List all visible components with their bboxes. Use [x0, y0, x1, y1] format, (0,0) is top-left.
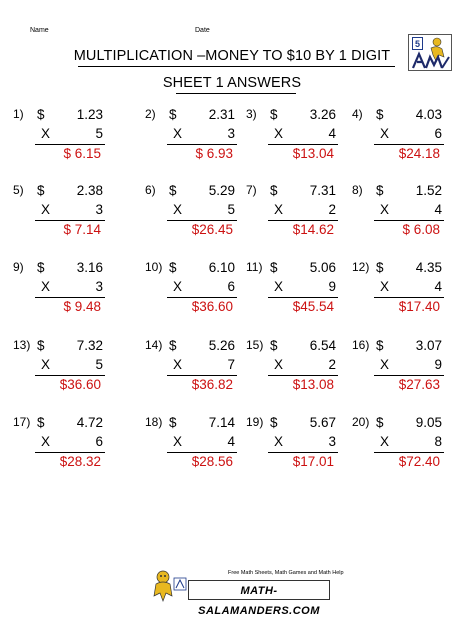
answer-line: [268, 220, 338, 221]
dollar-sign: $: [37, 183, 45, 198]
times-sign: X: [41, 202, 51, 217]
multiplier: 4: [434, 202, 442, 217]
answer-line: [268, 297, 338, 298]
money-amount: 6.10: [208, 260, 235, 275]
times-sign: X: [41, 126, 51, 141]
times-sign: X: [173, 357, 183, 372]
problem-number: 8): [352, 183, 363, 197]
money-amount: 1.23: [76, 107, 103, 122]
multiplier: 3: [95, 279, 103, 294]
problem-item: [352, 415, 448, 481]
page-subtitle: SHEET 1 ANSWERS: [162, 75, 302, 91]
problem-number: 3): [246, 107, 257, 121]
name-label: Name: [30, 27, 49, 34]
multiplier: 5: [95, 126, 103, 141]
footer-brand: [150, 568, 344, 617]
multiplier: 2: [328, 202, 336, 217]
times-sign: X: [41, 434, 51, 449]
answer-line: [268, 144, 338, 145]
problem-number: 14): [145, 338, 163, 352]
problem-item: [145, 338, 241, 404]
answer-value: $ 6.08: [402, 222, 440, 237]
multiplier: 3: [95, 202, 103, 217]
dollar-sign: $: [37, 338, 45, 353]
answer-value: $27.63: [398, 377, 440, 392]
times-sign: X: [41, 357, 51, 372]
salamander-mascot-icon: [150, 568, 190, 602]
problem-number: 19): [246, 415, 264, 429]
problem-number: 18): [145, 415, 163, 429]
problem-number: 15): [246, 338, 264, 352]
multiplier: 4: [434, 279, 442, 294]
answer-value: $13.04: [292, 146, 334, 161]
answer-line: [167, 144, 237, 145]
dollar-sign: $: [37, 107, 45, 122]
problem-number: 12): [352, 260, 370, 274]
problem-number: 2): [145, 107, 156, 121]
dollar-sign: $: [270, 107, 278, 122]
problem-number: 11): [246, 260, 263, 274]
problem-item: [352, 338, 448, 404]
answer-value: $13.08: [292, 377, 334, 392]
money-amount: 3.07: [415, 338, 442, 353]
multiplier: 5: [95, 357, 103, 372]
money-amount: 6.54: [309, 338, 336, 353]
problem-item: [13, 107, 109, 173]
multiplier: 9: [434, 357, 442, 372]
times-sign: X: [274, 126, 284, 141]
problem-item: [13, 260, 109, 326]
dollar-sign: $: [169, 260, 177, 275]
times-sign: X: [173, 279, 183, 294]
money-amount: 7.31: [309, 183, 336, 198]
answer-value: $36.60: [191, 299, 233, 314]
money-amount: 2.31: [208, 107, 235, 122]
money-amount: 2.38: [76, 183, 103, 198]
dollar-sign: $: [169, 415, 177, 430]
problem-item: [246, 415, 342, 481]
subtitle-underline: [176, 93, 296, 94]
answer-line: [268, 452, 338, 453]
answer-value: $28.32: [59, 454, 101, 469]
answer-value: $36.60: [59, 377, 101, 392]
answer-value: $17.01: [292, 454, 334, 469]
salamander-figure-icon: [409, 35, 451, 70]
money-amount: 5.06: [309, 260, 336, 275]
dollar-sign: $: [37, 415, 45, 430]
times-sign: X: [173, 434, 183, 449]
problem-item: [145, 415, 241, 481]
dollar-sign: $: [169, 338, 177, 353]
multiplier: 8: [434, 434, 442, 449]
answer-line: [374, 297, 444, 298]
multiplier: 3: [227, 126, 235, 141]
answer-value: $ 6.93: [195, 146, 233, 161]
answer-line: [167, 375, 237, 376]
problem-number: 13): [13, 338, 31, 352]
problem-item: [352, 260, 448, 326]
money-amount: 7.14: [208, 415, 235, 430]
answer-value: $17.40: [398, 299, 440, 314]
dollar-sign: $: [270, 183, 278, 198]
answer-line: [167, 220, 237, 221]
multiplier: 6: [434, 126, 442, 141]
multiplier: 6: [227, 279, 235, 294]
dollar-sign: $: [376, 338, 384, 353]
times-sign: X: [380, 357, 390, 372]
answer-value: $24.18: [398, 146, 440, 161]
answer-line: [35, 375, 105, 376]
times-sign: X: [274, 202, 284, 217]
answer-value: $72.40: [398, 454, 440, 469]
times-sign: X: [41, 279, 51, 294]
times-sign: X: [380, 434, 390, 449]
answer-value: $26.45: [191, 222, 233, 237]
answer-line: [35, 220, 105, 221]
money-amount: 4.72: [76, 415, 103, 430]
problem-item: [352, 107, 448, 173]
multiplier: 2: [328, 357, 336, 372]
answer-value: $ 6.15: [63, 146, 101, 161]
answer-line: [35, 144, 105, 145]
times-sign: X: [173, 126, 183, 141]
money-amount: 5.67: [309, 415, 336, 430]
problem-item: [246, 183, 342, 249]
money-amount: 9.05: [415, 415, 442, 430]
times-sign: X: [380, 202, 390, 217]
problem-item: [13, 415, 109, 481]
money-amount: 7.32: [76, 338, 103, 353]
multiplier: 4: [227, 434, 235, 449]
problem-number: 4): [352, 107, 363, 121]
problem-number: 20): [352, 415, 370, 429]
multiplier: 7: [227, 357, 235, 372]
times-sign: X: [380, 126, 390, 141]
answer-line: [374, 452, 444, 453]
date-label: Date: [195, 27, 210, 34]
problem-number: 9): [13, 260, 24, 274]
problem-item: [13, 338, 109, 404]
money-amount: 4.03: [415, 107, 442, 122]
dollar-sign: $: [169, 107, 177, 122]
dollar-sign: $: [376, 415, 384, 430]
problem-item: [13, 183, 109, 249]
times-sign: X: [173, 202, 183, 217]
times-sign: X: [274, 357, 284, 372]
multiplier: 9: [328, 279, 336, 294]
problem-item: [246, 260, 342, 326]
multiplier: 3: [328, 434, 336, 449]
money-amount: 3.16: [76, 260, 103, 275]
money-amount: 5.26: [208, 338, 235, 353]
problem-item: [246, 338, 342, 404]
answer-value: $ 7.14: [63, 222, 101, 237]
money-amount: 5.29: [208, 183, 235, 198]
dollar-sign: $: [376, 183, 384, 198]
answer-line: [167, 452, 237, 453]
salamander-logo-icon: [408, 34, 452, 71]
dollar-sign: $: [169, 183, 177, 198]
answer-value: $45.54: [292, 299, 334, 314]
problem-item: [145, 260, 241, 326]
dollar-sign: $: [376, 260, 384, 275]
multiplier: 6: [95, 434, 103, 449]
multiplier: 4: [328, 126, 336, 141]
money-amount: 4.35: [415, 260, 442, 275]
grade-badge: 5: [412, 37, 423, 50]
answer-line: [374, 220, 444, 221]
answer-line: [35, 452, 105, 453]
dollar-sign: $: [376, 107, 384, 122]
problem-number: 6): [145, 183, 156, 197]
problem-item: [145, 183, 241, 249]
problem-number: 5): [13, 183, 24, 197]
dollar-sign: $: [37, 260, 45, 275]
problem-item: [246, 107, 342, 173]
dollar-sign: $: [270, 260, 278, 275]
times-sign: X: [380, 279, 390, 294]
footer-tagline: Free Math Sheets, Math Games and Math Help: [228, 570, 344, 576]
problem-number: 17): [13, 415, 31, 429]
dollar-sign: $: [270, 338, 278, 353]
answer-value: $14.62: [292, 222, 334, 237]
page-title: MULTIPLICATION –MONEY TO $10 BY 1 DIGIT: [73, 48, 391, 64]
money-amount: 1.52: [415, 183, 442, 198]
answer-value: $36.82: [191, 377, 233, 392]
problem-number: 16): [352, 338, 370, 352]
problem-item: [352, 183, 448, 249]
dollar-sign: $: [270, 415, 278, 430]
footer-site-name[interactable]: MATH-SALAMANDERS.COM: [188, 580, 330, 600]
problem-number: 10): [145, 260, 163, 274]
times-sign: X: [274, 279, 284, 294]
times-sign: X: [274, 434, 284, 449]
problem-number: 1): [13, 107, 24, 121]
answer-line: [374, 375, 444, 376]
problem-number: 7): [246, 183, 257, 197]
answer-value: $ 9.48: [63, 299, 101, 314]
title-underline: [78, 66, 395, 67]
answer-line: [35, 297, 105, 298]
answer-line: [374, 144, 444, 145]
money-amount: 3.26: [309, 107, 336, 122]
answer-value: $28.56: [191, 454, 233, 469]
problem-item: [145, 107, 241, 173]
answer-line: [167, 297, 237, 298]
answer-line: [268, 375, 338, 376]
multiplier: 5: [227, 202, 235, 217]
